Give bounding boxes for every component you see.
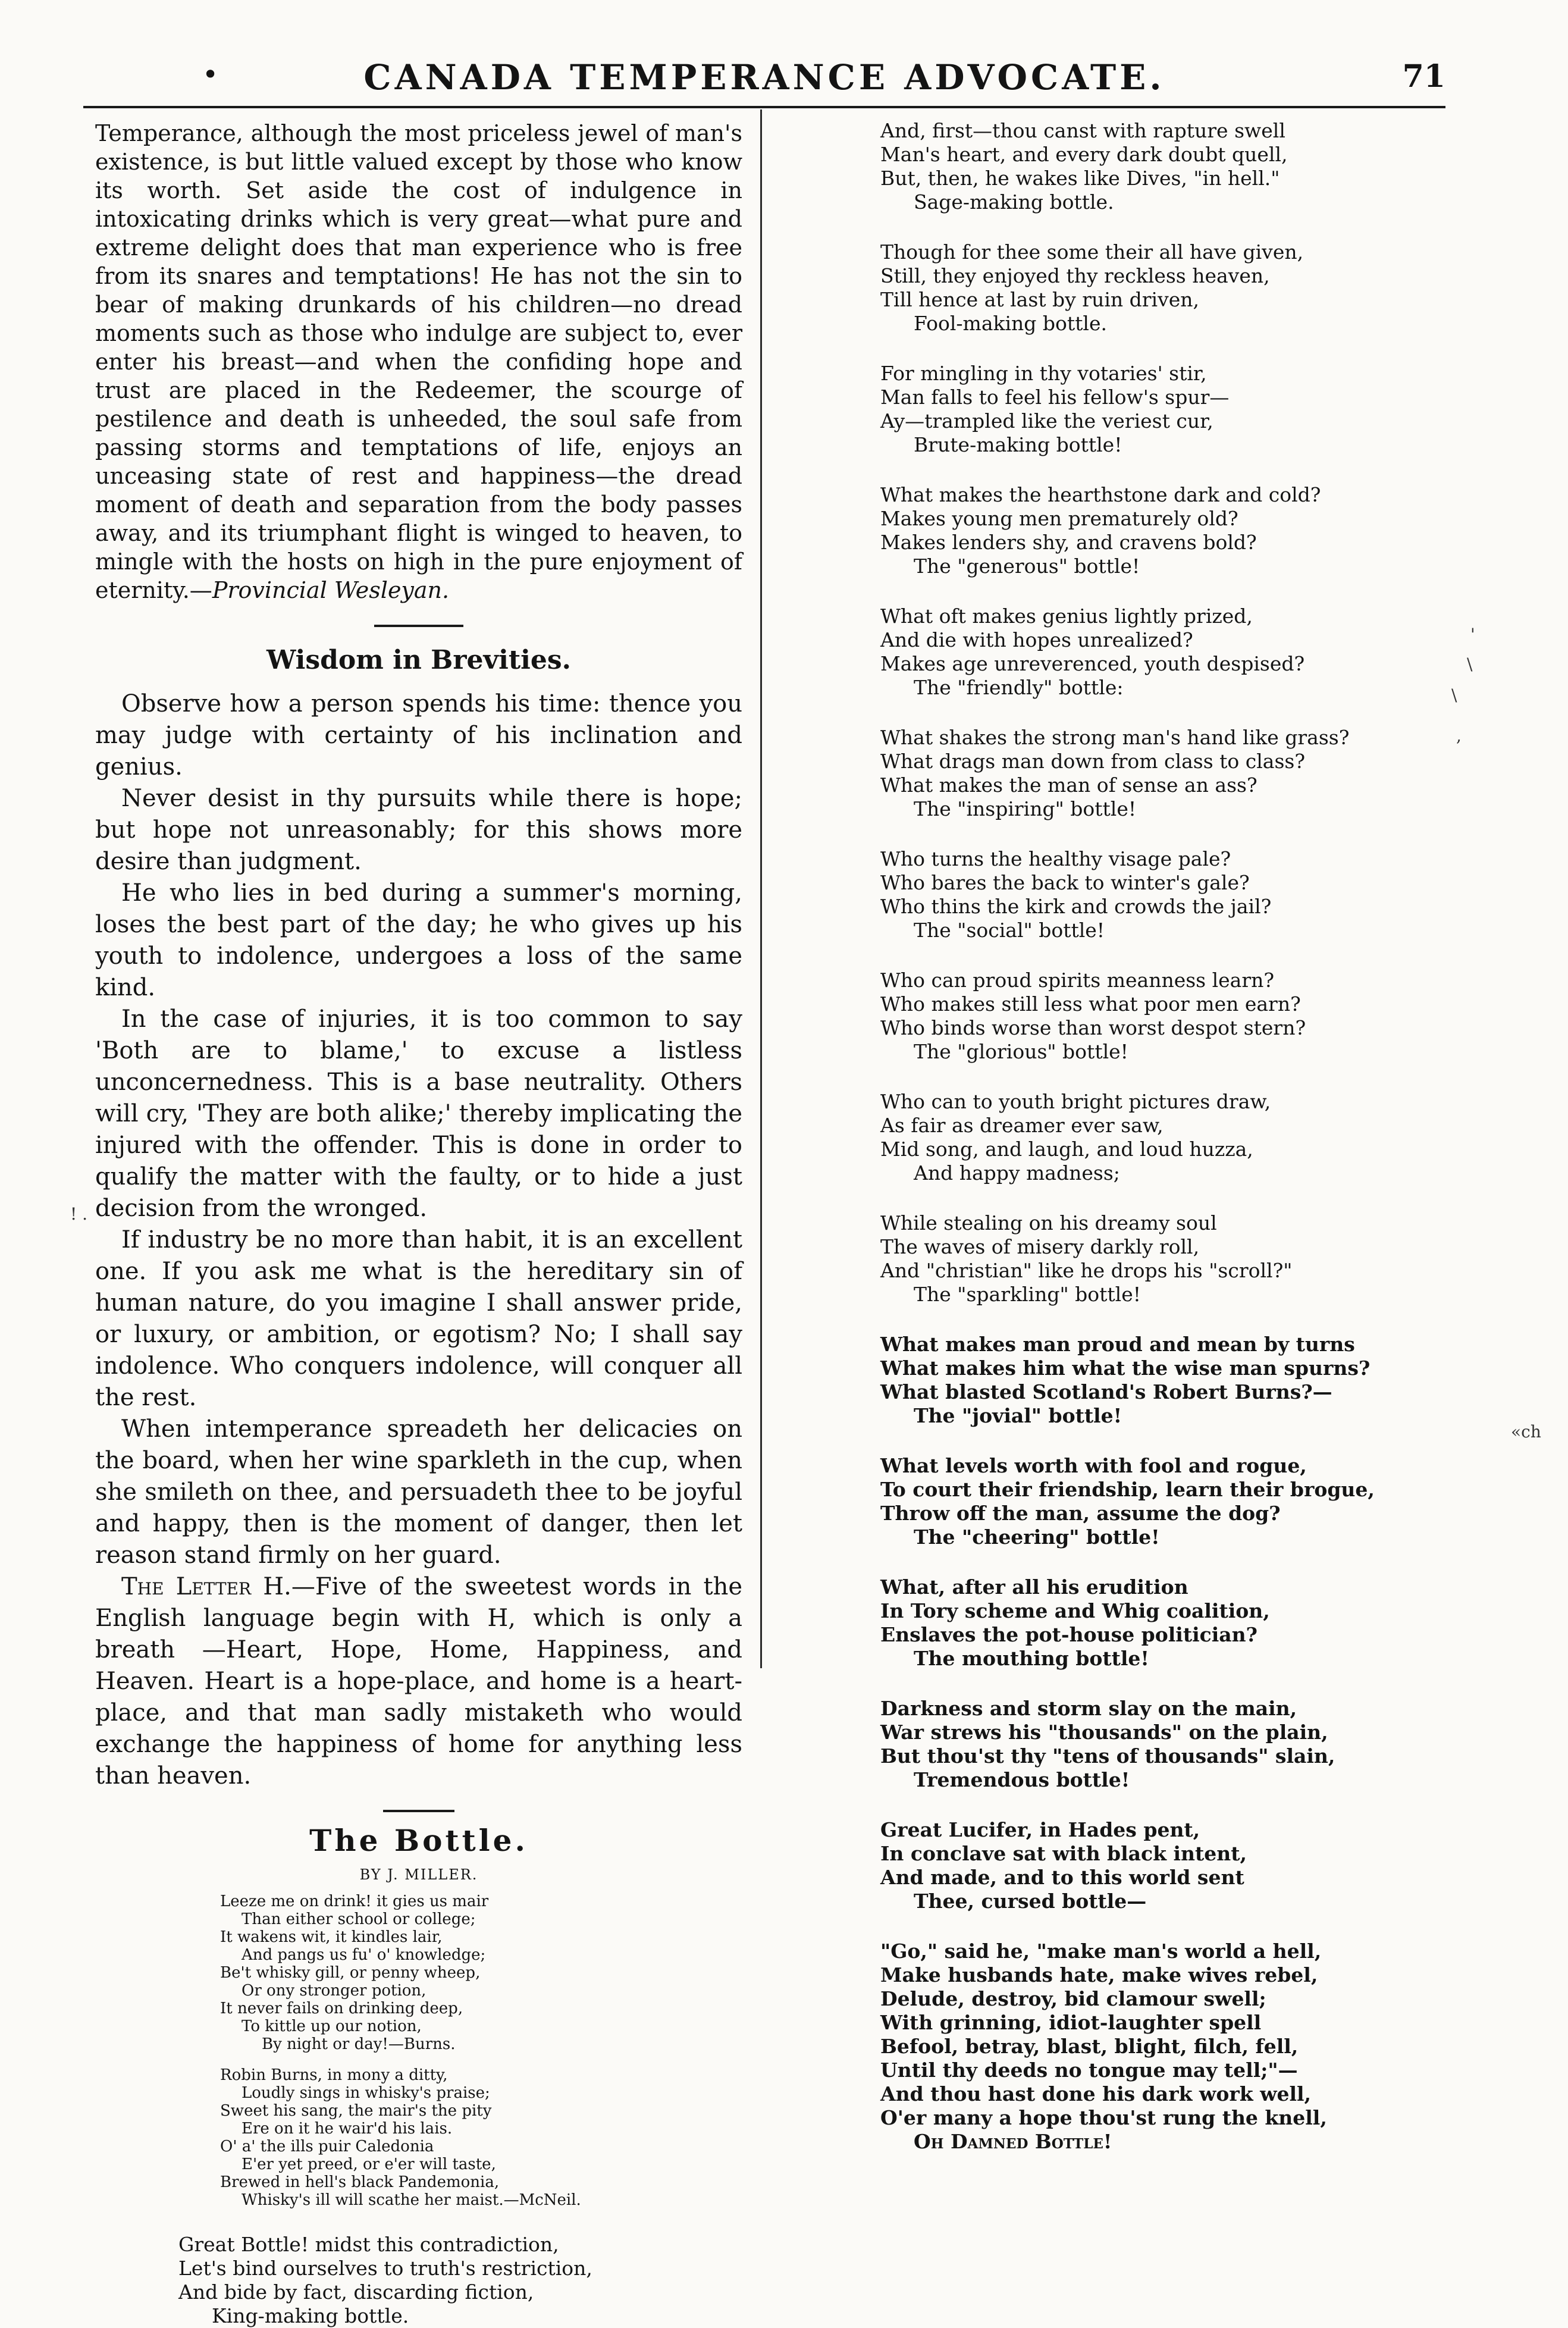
poem-line: Man's heart, and every dark doubt quell,	[880, 143, 1288, 166]
margin-mark: \	[1451, 685, 1457, 705]
poem-opening-stanza	[178, 2233, 742, 2328]
poem-refrain: And happy madness;	[914, 1161, 1120, 1185]
letter-h-text: —Five of the sweetest words in the English language begin with H, which is only a breath —Heart, Hope, Home, Happiness, and Heaven. Heart is a hope-place, and home is a heart-place, and that man sadly mistaketh who would exchange the happiness of home for anything less than heaven.	[95, 1573, 742, 1790]
epigraph-line: Or ony stronger potion,	[242, 1982, 427, 2000]
poem-line: Till hence at last by ruin driven,	[880, 288, 1199, 311]
poem-line: And bide by fact, discarding fiction,	[178, 2280, 534, 2304]
poem-line: Who can proud spirits meanness learn?	[880, 969, 1275, 992]
temperance-paragraph	[95, 119, 742, 604]
epigraph-line: O' a' the ills puir Caledonia	[220, 2138, 434, 2155]
poem-line: Let's bind ourselves to truth's restriction,	[178, 2257, 592, 2280]
page-header	[83, 55, 1445, 101]
poem-line: What makes the man of sense an ass?	[880, 773, 1257, 797]
page-number: 71	[1402, 58, 1445, 95]
poem-line: And die with hopes unrealized?	[880, 628, 1193, 651]
poem-line: What oft makes genius lightly prized,	[880, 604, 1253, 628]
epigraph-line: To kittle up our notion,	[242, 2017, 422, 2035]
section-separator	[374, 625, 463, 627]
poem-line: Still, they enjoyed thy reckless heaven,	[880, 264, 1270, 287]
wisdom-paragraph: If industry be no more than habit, it is an excellent one. If you ask me what is the hereditary sin of human nature, do you imagine I shall answer pride, or luxury, or ambition, or egotism? No; I shall say indolence. Who conquers indolence, will conquer all the rest.	[95, 1226, 742, 1411]
margin-mark: '	[1470, 625, 1475, 644]
poem-line: To court their friendship, learn their brogue,	[880, 1478, 1375, 1501]
epigraph-line: It never fails on drinking deep,	[220, 2000, 463, 2017]
poem-line: Ay—trampled like the veriest cur,	[880, 409, 1213, 433]
poem-refrain: Brute-making bottle!	[914, 433, 1122, 456]
left-column	[95, 119, 742, 2328]
poem-line: In Tory scheme and Whig coalition,	[880, 1599, 1270, 1622]
poem-line: Who bares the back to winter's gale?	[880, 871, 1250, 894]
poem-refrain: Fool-making bottle.	[914, 312, 1108, 335]
poem-line: Though for thee some their all have given,	[880, 240, 1304, 264]
epigraph-line: And pangs us fu' o' knowledge;	[242, 1946, 486, 1964]
poem-refrain: The "glorious" bottle!	[914, 1040, 1128, 1063]
epigraph-line: Sweet his sang, the mair's the pity	[220, 2102, 492, 2120]
epigraph-attribution: By night or day!—Burns.	[262, 2035, 456, 2053]
poem-line: Until thy deeds no tongue may tell;"—	[880, 2058, 1298, 2082]
column-divider	[760, 109, 762, 1668]
poem-refrain: The "sparkling" bottle!	[914, 1283, 1141, 1306]
poem-line: Make husbands hate, make wives rebel,	[880, 1963, 1318, 1987]
header-rule	[83, 106, 1445, 108]
epigraph-line: Loudly sings in whisky's praise;	[242, 2084, 490, 2102]
poem-stanza	[880, 483, 1451, 578]
margin-mark: «ch	[1511, 1422, 1541, 1442]
poem-line: What levels worth with fool and rogue,	[880, 1454, 1307, 1477]
poem-line: What makes the hearthstone dark and cold?	[880, 483, 1321, 506]
poem-stanza	[880, 1575, 1451, 1671]
poem-line: Great Lucifer, in Hades pent,	[880, 1818, 1200, 1841]
poem-refrain: Thee, cursed bottle—	[914, 1890, 1147, 1913]
poem-line: And thou hast done his dark work well,	[880, 2082, 1312, 2105]
poem-line: But, then, he wakes like Dives, "in hell."	[880, 167, 1280, 190]
poem-line: Makes lenders shy, and cravens bold?	[880, 531, 1257, 554]
poem-stanza	[880, 119, 1451, 214]
poem-line: For mingling in thy votaries' stir,	[880, 362, 1207, 385]
wisdom-section	[95, 688, 742, 1792]
poem-line: Mid song, and laugh, and loud huzza,	[880, 1138, 1253, 1161]
letter-h-paragraph	[95, 1571, 742, 1792]
poem-line: While stealing on his dreamy soul	[880, 1211, 1217, 1235]
poem-stanza	[880, 1454, 1451, 1549]
poem-line: And, first—thou canst with rapture swell	[880, 119, 1285, 142]
poem-line: Enslaves the pot-house politician?	[880, 1623, 1257, 1646]
masthead-title: CANADA TEMPERANCE ADVOCATE.	[363, 57, 1165, 98]
wisdom-paragraph: In the case of injuries, it is too common to say 'Both are to blame,' to excuse a listless unconcernedness. This is a base neutrality. Others will cry, 'They are both alike;' thereby implicating the injured with the offender. This is done in order to qualify the matter with the faulty, or to hide a just decision from the wronged.	[95, 1005, 742, 1222]
poem-line: Great Bottle! midst this contradiction,	[178, 2233, 559, 2256]
poem-title: The Bottle.	[309, 1823, 528, 1858]
epigraph-line: Robin Burns, in mony a ditty,	[220, 2066, 448, 2084]
margin-mark: ! .	[70, 1204, 88, 1224]
poem-refrain: The "social" bottle!	[914, 919, 1105, 942]
poem-refrain: Tremendous bottle!	[914, 1768, 1130, 1791]
poem-line: With grinning, idiot-laughter spell	[880, 2011, 1262, 2034]
poem-refrain: The "friendly" bottle:	[914, 676, 1124, 699]
poem-stanza	[880, 1697, 1451, 1792]
epigraph-line: Brewed in hell's black Pandemonia,	[220, 2173, 500, 2191]
poem-line: O'er many a hope thou'st rung the knell,	[880, 2106, 1327, 2129]
epigraph-line: It wakens wit, it kindles lair,	[220, 1928, 443, 1946]
poem-stanzas	[880, 119, 1451, 1913]
wisdom-paragraph: Never desist in thy pursuits while there is hope; but hope not unreasonably; for this shows more desire than judgment.	[95, 785, 742, 875]
poem-line: "Go," said he, "make man's world a hell,	[880, 1940, 1322, 1963]
poem-line: Makes young men prematurely old?	[880, 507, 1238, 530]
poem-line: Who makes still less what poor men earn?	[880, 992, 1301, 1016]
poem-stanza	[880, 1333, 1451, 1428]
poem-line: What makes man proud and mean by turns	[880, 1333, 1355, 1356]
intro-signature: Provincial Wesleyan.	[212, 577, 450, 603]
epigraph-line: E'er yet preed, or e'er will taste,	[242, 2155, 496, 2173]
epigraph-line: Ere on it he wair'd his lais.	[242, 2120, 453, 2138]
poem-refrain: The "generous" bottle!	[914, 554, 1140, 578]
epigraph-line: Be't whisky gill, or penny wheep,	[220, 1964, 481, 1982]
header-dot: •	[202, 58, 219, 90]
poem-stanza	[880, 362, 1451, 457]
poem-refrain: The mouthing bottle!	[914, 1647, 1149, 1670]
epigraph-mcneil	[220, 2066, 613, 2209]
poem-final-stanza	[880, 1940, 1451, 2154]
poem-line: What makes him what the wise man spurns?	[880, 1356, 1371, 1380]
margin-mark: \	[1467, 654, 1473, 674]
poem-line: What, after all his erudition	[880, 1575, 1188, 1599]
margin-mark: ,	[1456, 726, 1462, 745]
poem-refrain: The "cheering" bottle!	[914, 1525, 1160, 1549]
poem-stanza	[880, 240, 1451, 336]
poem-line: And made, and to this world sent	[880, 1866, 1244, 1889]
poem-line: But thou'st thy "tens of thousands" slain,	[880, 1744, 1335, 1768]
poem-line: As fair as dreamer ever saw,	[880, 1114, 1164, 1137]
poem-line: In conclave sat with black intent,	[880, 1842, 1247, 1865]
wisdom-paragraph: He who lies in bed during a summer's morning, loses the best part of the day; he who gives up his youth to indolence, undergoes a loss of the same kind.	[95, 879, 742, 1001]
poem-line: War strews his "thousands" on the plain,	[880, 1721, 1328, 1744]
poem-line: Who turns the healthy visage pale?	[880, 847, 1231, 870]
right-column	[880, 119, 1451, 2180]
poem-line: What blasted Scotland's Robert Burns?—	[880, 1380, 1332, 1403]
poem-refrain: The "jovial" bottle!	[914, 1404, 1122, 1427]
poem-closing-line: Oh Damned Bottle!	[914, 2130, 1112, 2153]
poem-line: Who can to youth bright pictures draw,	[880, 1090, 1271, 1113]
poem-line: What shakes the strong man's hand like grass?	[880, 726, 1350, 749]
poem-refrain: Sage-making bottle.	[914, 190, 1114, 214]
poem-line: Delude, destroy, bid clamour swell;	[880, 1987, 1266, 2010]
epigraph-line: Leeze me on drink! it gies us mair	[220, 1893, 489, 1910]
poem-line: Who thins the kirk and crowds the jail?	[880, 895, 1272, 918]
intro-text: Temperance, although the most priceless jewel of man's existence, is but little valued except by those who know its worth. Set aside the cost of indulgence in intoxicating drinks which is very great—what pure and extreme delight does that man experience who is free from its snares and temptations! He has not the sin to bear of making drunkards of his children—no dread moments such as those who indulge are subject to, ever enter his breast—and when the confiding hope and trust are placed in the Redeemer, the scourge of pestilence and death is unheeded, the soul safe from passing storms and temptations of life, enjoys an unceasing state of rest and happiness—the dread moment of death and separation from the body passes away, and its triumphant flight is winged to heaven, to mingle with the hosts on high in the pure enjoyment of eternity.—	[95, 120, 742, 603]
poem-refrain: The "inspiring" bottle!	[914, 797, 1137, 820]
poem-stanza	[880, 604, 1451, 700]
poem-separator	[383, 1810, 454, 1812]
wisdom-title: Wisdom in Brevities.	[266, 645, 571, 675]
poem-stanza	[880, 726, 1451, 821]
poem-refrain: King-making bottle.	[212, 2304, 409, 2327]
poem-line: Man falls to feel his fellow's spur—	[880, 386, 1230, 409]
wisdom-paragraph: When intemperance spreadeth her delicacies on the board, when her wine sparkleth in the cup, when she smileth on thee, and persuadeth thee to be joyful and happy, then is the moment of danger, then let reason stand firmly on her guard.	[95, 1415, 742, 1569]
poem-stanza	[880, 1090, 1451, 1185]
poem-line: Makes age unreverenced, youth despised?	[880, 652, 1305, 675]
poem-line: Darkness and storm slay on the main,	[880, 1697, 1297, 1720]
poem-stanza	[880, 1211, 1451, 1306]
poem-stanza	[880, 969, 1451, 1064]
epigraph-burns	[220, 1893, 613, 2053]
poem-byline: BY J. MILLER.	[359, 1866, 478, 1883]
poem-stanza	[880, 847, 1451, 942]
letter-h-lead: The Letter H.	[121, 1573, 291, 1600]
poem-line: Throw off the man, assume the dog?	[880, 1502, 1281, 1525]
poem-line: The waves of misery darkly roll,	[880, 1235, 1200, 1258]
wisdom-paragraph: Observe how a person spends his time: thence you may judge with certainty of his inclination and genius.	[95, 690, 742, 781]
poem-line: What drags man down from class to class?	[880, 750, 1306, 773]
poem-line: Who binds worse than worst despot stern?	[880, 1016, 1306, 1039]
epigraph-line: Than either school or college;	[242, 1910, 476, 1928]
poem-line: And "christian" like he drops his "scroll?"	[880, 1259, 1293, 1282]
epigraph-attribution: Whisky's ill will scathe her maist.—McNeil.	[242, 2191, 581, 2209]
poem-stanza	[880, 1818, 1451, 1913]
poem-line: Befool, betray, blast, blight, filch, fell,	[880, 2035, 1299, 2058]
